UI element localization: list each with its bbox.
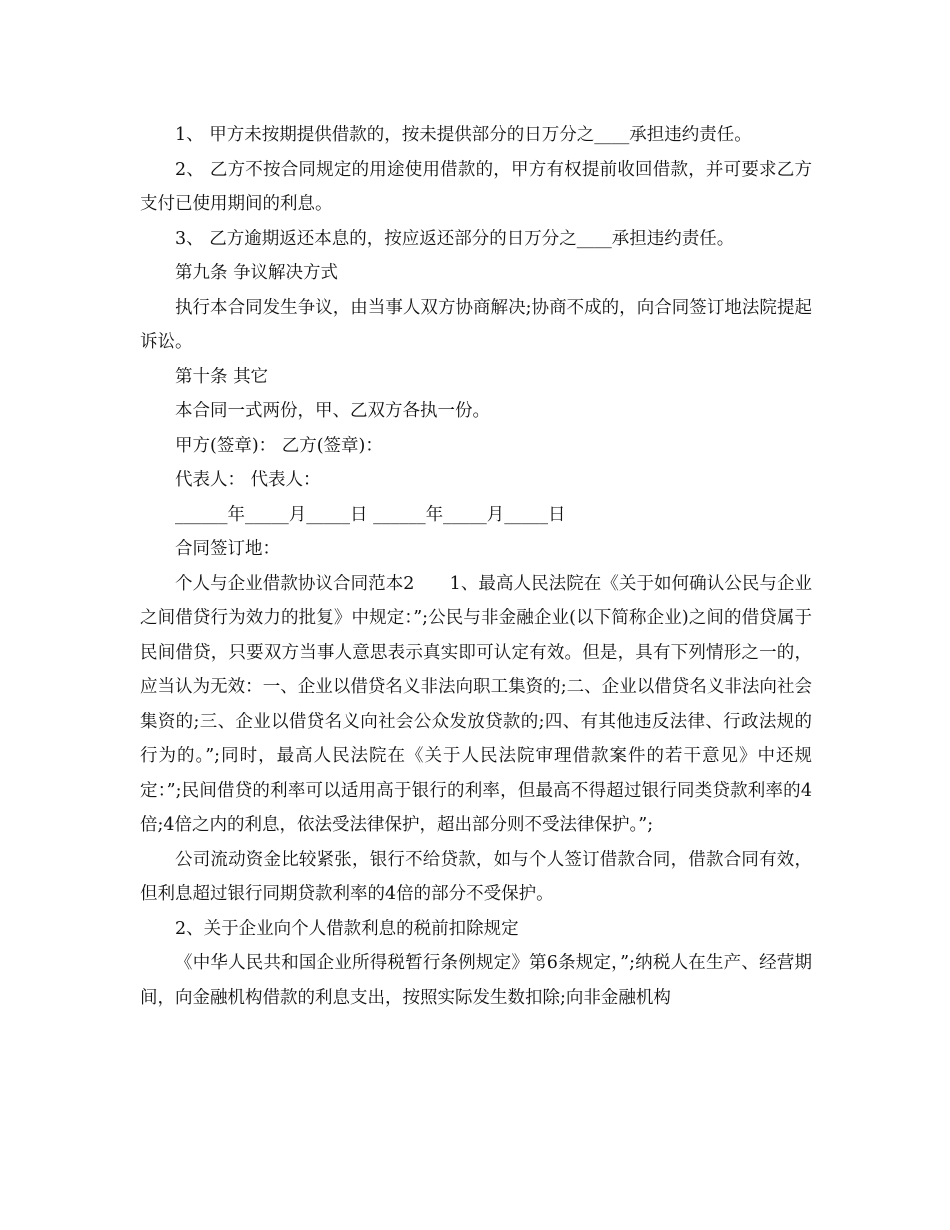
- tax-deduction-heading: 2、关于企业向个人借款利息的税前扣除规定: [175, 918, 519, 939]
- clause-1-paragraph: 1、 甲方未按期提供借款的，按未提供部分的日万分之____承担违约责任。: [175, 125, 752, 145]
- clause-3-paragraph: 3、 乙方逾期返还本息的，按应返还部分的日万分之____承担违约责任。: [175, 228, 735, 249]
- document-body: [140, 118, 812, 1015]
- template-2-paragraph: 个人与企业借款协议合同范本2 1、最高人民法院在《关于如何确认公民与企业之间借贷行为效力的批复》中规定：”;公民与非金融企业(以下简称企业)之间的借贷属于民间借贷，只要双方当事人意思表示真实即可认定有效。但是，具有下列情形之一的，应当认为无效：一、企业以借贷名义非法向职工集资的;二、企业以借贷名义非法向社会集资的;三、企业以借贷名义向社会公众发放贷款的;四、有其他违反法律、行政法规的行为的。”;同时，最高人民法院在《关于人民法院审理借款案件的若干意见》中还规定：”;民间借贷的利率可以适用高于银行的利率，但最高不得超过银行同类贷款利率的4倍;4倍之内的利息，依法受法律保护，超出部分则不受法律保护。”;: [140, 573, 812, 835]
- clause-2-paragraph: 2、 乙方不按合同规定的用途使用借款的，甲方有权提前收回借款，并可要求乙方支付已使用期间的利息。: [140, 159, 812, 214]
- dispute-resolution-paragraph: 执行本合同发生争议，由当事人双方协商解决;协商不成的，向合同签订地法院提起诉讼。: [140, 297, 812, 352]
- working-capital-paragraph: 公司流动资金比较紧张，银行不给贷款，如与个人签订借款合同，借款合同有效，但利息超过银行同期贷款利率的4倍的部分不受保护。: [140, 849, 812, 904]
- signature-line: 甲方(签章)： 乙方(签章)：: [175, 435, 383, 456]
- article-10-heading: 第十条 其它: [175, 366, 269, 387]
- date-line: ______年_____月_____日 ______年_____月_____日: [175, 504, 566, 525]
- article-9-heading: 第九条 争议解决方式: [175, 263, 339, 283]
- tax-regulation-paragraph: 《中华人民共和国企业所得税暂行条例规定》第6条规定，”;纳税人在生产、经营期间，向金融机构借款的利息支出，按照实际发生数扣除;向非金融机构: [140, 953, 812, 1008]
- copies-paragraph: 本合同一式两份，甲、乙双方各执一份。: [175, 401, 490, 421]
- representative-line: 代表人： 代表人：: [175, 470, 321, 490]
- signing-place-line: 合同签订地：: [175, 539, 280, 559]
